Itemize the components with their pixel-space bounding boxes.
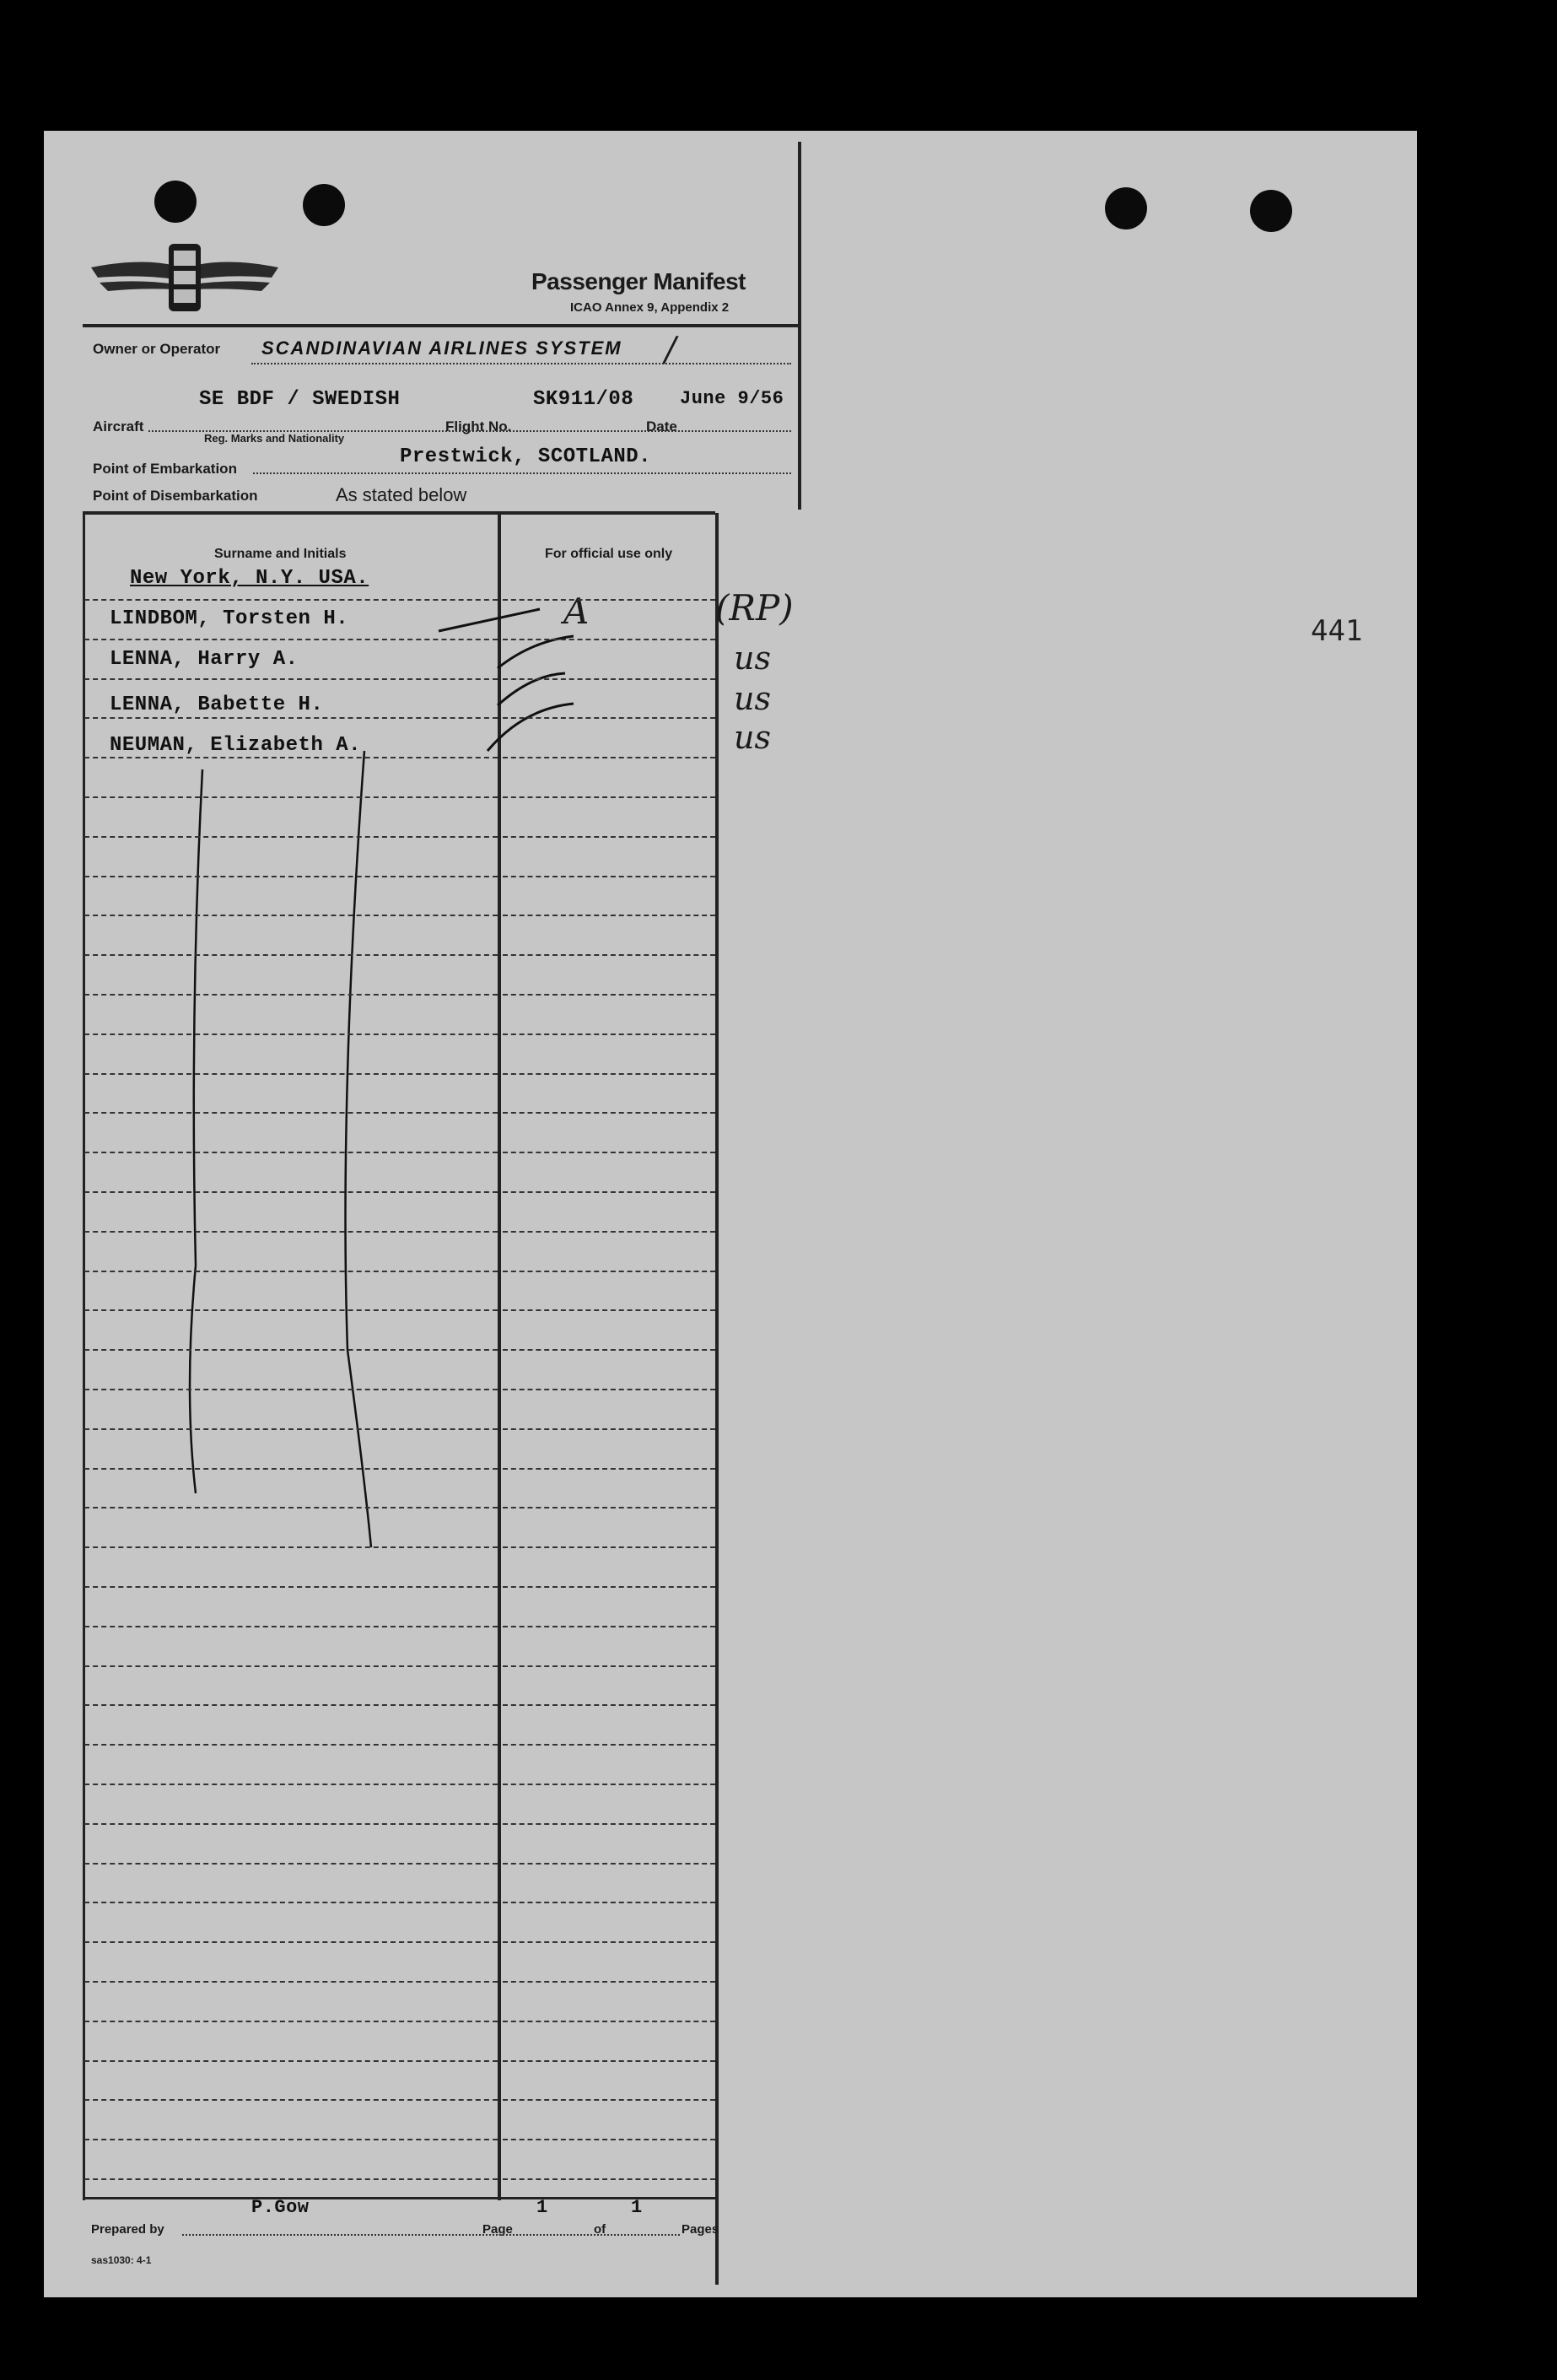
citizenship-note: (RP)	[715, 587, 794, 629]
passenger-name: LINDBOM, Torsten H.	[110, 607, 349, 630]
table-row-line	[84, 1941, 498, 1943]
table-row-line	[503, 1546, 715, 1548]
table-row-line	[84, 1626, 498, 1627]
table-row-line	[84, 2099, 498, 2101]
table-row-line	[503, 1784, 715, 1785]
table-row-line	[503, 1428, 715, 1430]
table-row-line	[84, 2139, 498, 2140]
table-row-line	[84, 1468, 498, 1470]
table-row-line	[503, 2021, 715, 2022]
table-row-line	[503, 1073, 715, 1075]
table-row-line	[503, 2178, 715, 2180]
table-row-line	[84, 915, 498, 916]
table-row-line	[503, 2060, 715, 2062]
table-row-line	[503, 1152, 715, 1153]
table-row-line	[84, 1191, 498, 1193]
table-row-line	[84, 757, 498, 758]
embarkation-label: Point of Embarkation	[93, 461, 237, 477]
page-label: Page	[482, 2222, 513, 2237]
col-official-header: For official use only	[545, 547, 673, 561]
table-row-line	[503, 796, 715, 798]
table-row-line	[503, 1586, 715, 1588]
table-row-line	[84, 2178, 498, 2180]
table-row-line	[84, 1507, 498, 1508]
owner-label: Owner or Operator	[93, 341, 221, 357]
disembarkation-label: Point of Disembarkation	[93, 488, 258, 504]
table-row-line	[503, 1626, 715, 1627]
aircraft-value: SE BDF / SWEDISH	[199, 388, 401, 411]
owner-value: SCANDINAVIAN AIRLINES SYSTEM	[261, 337, 622, 359]
table-row-line	[84, 1863, 498, 1865]
table-row-line	[503, 1309, 715, 1311]
table-row-line	[503, 1704, 715, 1706]
table-row-line	[503, 1941, 715, 1943]
owner-mark: /	[665, 331, 676, 370]
prepared-label: Prepared by	[91, 2222, 164, 2237]
date-value: June 9/56	[680, 388, 784, 409]
table-row-line	[84, 1744, 498, 1746]
table-row-line	[503, 1112, 715, 1114]
table-row-line	[503, 2139, 715, 2140]
table-row-line	[84, 1428, 498, 1430]
table-row-line	[503, 876, 715, 877]
table-row-line	[503, 1507, 715, 1508]
table-row-line	[503, 1271, 715, 1272]
passenger-name: LENNA, Babette H.	[110, 693, 324, 716]
table-row-line	[503, 599, 715, 601]
table-row-line	[503, 757, 715, 758]
table-row-line	[84, 678, 498, 680]
table-row-line	[503, 954, 715, 956]
table-row-line	[503, 1468, 715, 1470]
table-row-line	[84, 639, 498, 640]
table-row-line	[503, 1981, 715, 1983]
table-row-line	[84, 1704, 498, 1706]
table-row-line	[503, 717, 715, 719]
col-surname-header: Surname and Initials	[214, 547, 347, 561]
of-value: 1	[631, 2197, 643, 2218]
official-mark: A	[563, 591, 590, 632]
table-row-line	[84, 1112, 498, 1114]
table-row-line	[84, 1271, 498, 1272]
table-row-line	[503, 1902, 715, 1903]
table-row-line	[84, 796, 498, 798]
table-row-line	[84, 2021, 498, 2022]
table-row-line	[84, 1349, 498, 1351]
table-row-line	[84, 2060, 498, 2062]
embarkation-value: Prestwick, SCOTLAND.	[400, 445, 652, 468]
table-row-line	[84, 1823, 498, 1825]
form-title: Passenger Manifest	[531, 268, 746, 294]
form-subtitle: ICAO Annex 9, Appendix 2	[570, 300, 730, 315]
flight-label: Flight No.	[445, 418, 512, 434]
table-row-line	[503, 1389, 715, 1390]
destination-heading: New York, N.Y. USA.	[130, 567, 369, 590]
table-row-line	[503, 678, 715, 680]
table-row-line	[84, 1902, 498, 1903]
table-row-line	[503, 639, 715, 640]
table-row-line	[503, 915, 715, 916]
table-row-line	[84, 836, 498, 838]
table-row-line	[84, 1033, 498, 1035]
table-row-line	[503, 836, 715, 838]
table-row-line	[503, 1231, 715, 1233]
citizenship-note: us	[734, 640, 771, 677]
citizenship-note: us	[734, 719, 771, 756]
of-label: of	[594, 2222, 606, 2237]
table-row-line	[503, 1744, 715, 1746]
table-row-line	[84, 1546, 498, 1548]
form-code: sas1030: 4-1	[91, 2254, 152, 2266]
table-row-line	[503, 1191, 715, 1193]
table-row-line	[84, 1586, 498, 1588]
table-row-line	[84, 1073, 498, 1075]
table-row-line	[84, 994, 498, 996]
footer-dotline	[182, 2234, 680, 2236]
date-label: Date	[646, 418, 677, 434]
table-row-line	[503, 2099, 715, 2101]
table-row-line	[503, 1665, 715, 1667]
stamped-page-number: 441	[1311, 614, 1363, 648]
table-row-line	[503, 994, 715, 996]
table-row-line	[84, 954, 498, 956]
table-row-line	[84, 1389, 498, 1390]
citizenship-note: us	[734, 680, 771, 717]
reg-marks-label: Reg. Marks and Nationality	[204, 432, 345, 445]
table-row-line	[84, 876, 498, 877]
passenger-name: LENNA, Harry A.	[110, 648, 299, 671]
aircraft-label: Aircraft	[93, 418, 144, 434]
footer-rule	[83, 2197, 715, 2199]
table-row-line	[84, 1152, 498, 1153]
flight-value: SK911/08	[533, 388, 634, 411]
table-row-line	[503, 1033, 715, 1035]
table-row-line	[84, 599, 498, 601]
table-row-line	[84, 717, 498, 719]
passenger-name: NEUMAN, Elizabeth A.	[110, 734, 362, 757]
table-row-line	[503, 1823, 715, 1825]
pages-label: Pages	[682, 2222, 719, 2237]
page-value: 1	[536, 2197, 548, 2218]
table-row-line	[84, 1784, 498, 1785]
table-row-line	[84, 1231, 498, 1233]
table-row-line	[84, 1309, 498, 1311]
table-row-line	[503, 1863, 715, 1865]
table-row-line	[503, 1349, 715, 1351]
prepared-value: P.Gow	[251, 2197, 310, 2218]
table-row-line	[84, 1981, 498, 1983]
table-row-line	[84, 1665, 498, 1667]
disembarkation-value: As stated below	[336, 484, 467, 505]
